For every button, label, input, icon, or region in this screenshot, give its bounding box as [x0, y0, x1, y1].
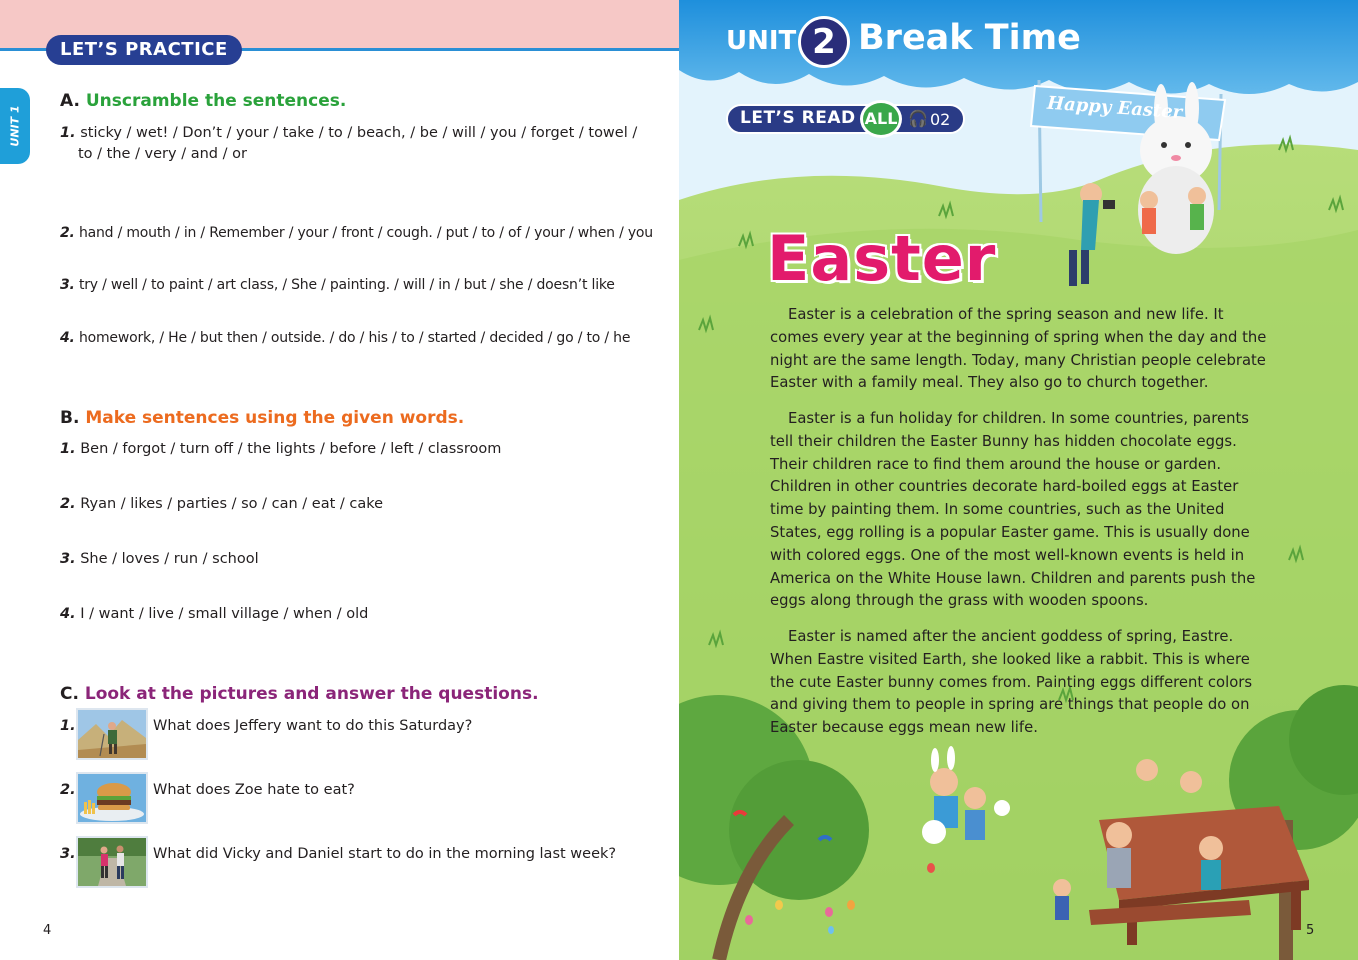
- a-item-1-line2: to / the / very / and / or: [78, 146, 247, 162]
- b-item-2: [60, 494, 383, 515]
- b-item-4-text: I / want / live / small village / when / old: [80, 606, 369, 622]
- a-item-3: [60, 275, 615, 296]
- b-item-4: [60, 604, 368, 625]
- a-item-1: [60, 123, 637, 165]
- a-item-4-num: 4.: [60, 330, 75, 346]
- paragraph-1: Easter is a celebration of the spring season and new life. It comes every year at the beginning of spring when the day and the night are the same length. Today, many Christian people celebrate Easter with a family meal. They also go to church together.: [770, 306, 1267, 392]
- b-item-3-num: 3.: [60, 551, 76, 567]
- c-item-3-num: 3.: [60, 846, 76, 862]
- section-a-heading: [60, 91, 346, 111]
- hiker-photo: [76, 708, 148, 760]
- a-item-1-line1: sticky / wet! / Don’t / your / take / to / beach, / be / will / you / forget / towel /: [80, 125, 638, 141]
- section-b-title: Make sentences using the given words.: [85, 408, 465, 428]
- right-page: [679, 0, 1358, 960]
- lets-read-label: LET’S READ: [740, 108, 856, 128]
- happy-easter-banner: [1033, 88, 1223, 128]
- page-number-right: 5: [1306, 923, 1315, 938]
- a-item-3-num: 3.: [60, 277, 75, 293]
- section-c-letter: C.: [60, 684, 79, 704]
- track-number: 02: [930, 110, 951, 129]
- section-a-letter: A.: [60, 91, 80, 111]
- section-c-title: Look at the pictures and answer the questions.: [84, 684, 539, 704]
- unit-word: UNIT: [726, 26, 797, 56]
- unit-side-tab-label: UNIT 1: [8, 105, 22, 147]
- c-item-2-num: 2.: [60, 782, 76, 798]
- burger-photo: [76, 772, 148, 824]
- b-item-1: [60, 439, 501, 460]
- a-item-4: [60, 328, 630, 349]
- a-item-1-num: 1.: [60, 125, 76, 141]
- b-item-1-text: Ben / forgot / turn off / the lights / before / left / classroom: [80, 441, 502, 457]
- unit-name: Break Time: [858, 18, 1081, 58]
- a-item-4-text: homework, / He / but then / outside. / do / his / to / started / decided / go / to / he: [78, 330, 631, 346]
- section-c-heading: [60, 684, 539, 704]
- c-item-1-question: What does Jeffery want to do this Saturday?: [153, 718, 473, 734]
- b-item-1-num: 1.: [60, 441, 76, 457]
- a-item-3-text: try / well / to paint / art class, / She / painting. / will / in / but / she / doesn’t like: [78, 277, 615, 293]
- section-b-letter: B.: [60, 408, 80, 428]
- b-item-2-text: Ryan / likes / parties / so / can / eat / cake: [80, 496, 384, 512]
- unit-side-tab: [0, 88, 30, 164]
- section-a-title: Unscramble the sentences.: [85, 91, 347, 111]
- walkers-photo: [76, 836, 148, 888]
- b-item-3: [60, 549, 259, 570]
- unit-number-badge: 2: [798, 16, 850, 68]
- b-item-3-text: She / loves / run / school: [80, 551, 259, 567]
- paragraph-3: Easter is named after the ancient goddess of spring, Eastre. When Eastre visited Earth, she looked like a rabbit. This is where the cute Easter bunny comes from. Painting eggs different colors and giving them to people in spring are things that people do on Easter because eggs mean new life.: [770, 628, 1253, 737]
- b-item-4-num: 4.: [60, 606, 76, 622]
- lets-read-pill: [726, 104, 965, 134]
- c-item-3-question: What did Vicky and Daniel start to do in the morning last week?: [153, 846, 617, 862]
- a-item-2-text: hand / mouth / in / Remember / your / front / cough. / put / to / of / your / when / you: [78, 225, 653, 241]
- banner-text: Happy Easter: [1046, 92, 1183, 124]
- c-item-2-question: What does Zoe hate to eat?: [153, 782, 355, 798]
- paragraph-2: Easter is a fun holiday for children. In some countries, parents tell their children the Easter Bunny has hidden chocolate eggs. Their children race to find them around the house or garden. Children in other countries decorate hard-boiled eggs at Easter time by painting them. In some countries, such as the United States, egg rolling is a popular Easter game. This is usually done with colored eggs. One of the most well-known events is held in America on the White House lawn. Children and parents push the eggs along through the grass with wooden spoons.: [770, 410, 1256, 610]
- a-item-2: [60, 223, 653, 244]
- b-item-2-num: 2.: [60, 496, 76, 512]
- all-badge: ALL: [860, 100, 902, 138]
- section-b-heading: [60, 408, 464, 428]
- headphones-icon: 🎧: [908, 109, 928, 128]
- lets-practice-pill: LET’S PRACTICE: [46, 35, 242, 65]
- reading-title: Easter: [767, 222, 997, 295]
- a-item-2-num: 2.: [60, 225, 75, 241]
- c-item-1-num: 1.: [60, 718, 76, 734]
- page-number-left: 4: [43, 923, 52, 938]
